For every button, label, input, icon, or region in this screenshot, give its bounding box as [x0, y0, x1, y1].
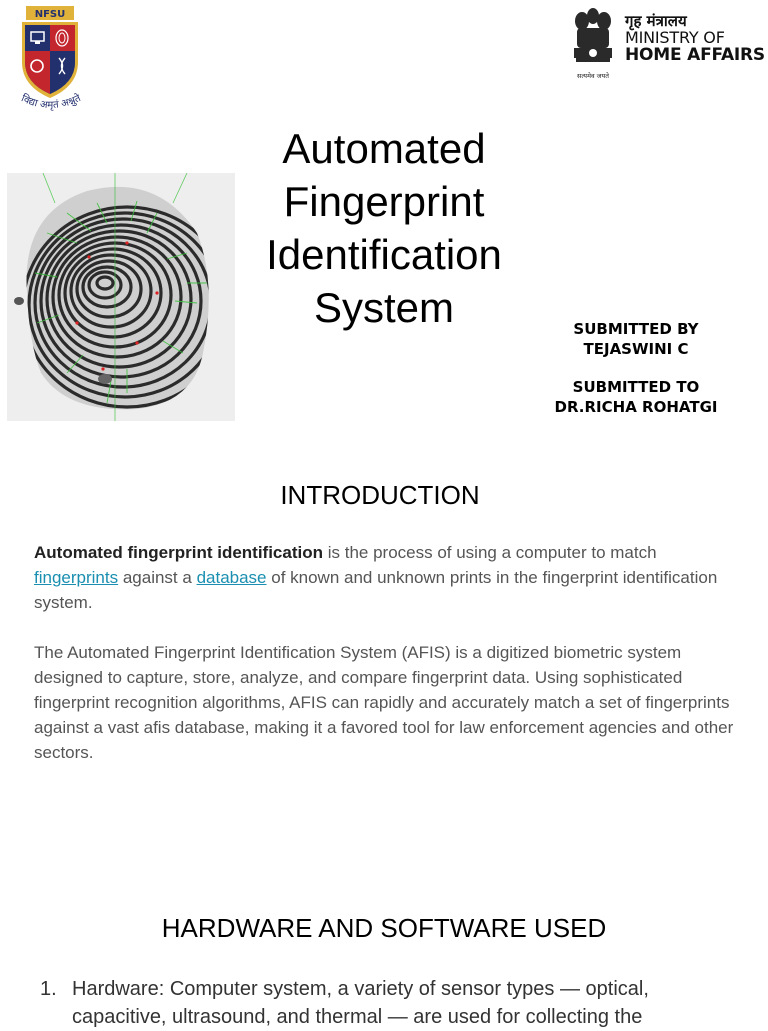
introduction-paragraph-2: The Automated Fingerprint Identification System (AFIS) is a digitized biometric system designed to capture, store, analyze, and compare fingerprint data. Using sophisticated fingerprint recognition algorithms, AFIS can rapidly and accurately match a set of fingerprints against a vast afis database, making it a favored tool for law enforcement agencies and other sectors.	[34, 643, 734, 762]
submitted-to-name: DR.RICHA ROHATGI	[554, 397, 718, 416]
title-line-4: System	[313, 284, 455, 331]
intro-text-2: against a	[118, 568, 197, 587]
fingerprint-image	[7, 173, 235, 421]
submitted-by-label: SUBMITTED BY	[573, 320, 699, 338]
state-emblem-icon	[568, 4, 618, 82]
hardware-software-heading: HARDWARE AND SOFTWARE USED	[161, 913, 607, 943]
ministry-line1: MINISTRY OF	[625, 27, 725, 47]
database-link[interactable]: database	[196, 568, 267, 587]
list-item-number: 1.	[40, 978, 57, 1000]
submitted-to-label: SUBMITTED TO	[572, 378, 700, 396]
ministry-line2: HOME AFFAIRS	[625, 44, 765, 65]
fingerprints-link[interactable]: fingerprints	[34, 568, 119, 587]
intro-text-3: of known and unknown prints in the fingerprint identification system.	[34, 568, 718, 612]
submitted-by-name: TEJASWINI C	[583, 339, 689, 358]
intro-text-1: is the process of using a computer to match	[323, 543, 657, 562]
hardware-list	[40, 975, 730, 1031]
nfsu-logo-text: NFSU	[34, 9, 66, 20]
title-line-1: Automated	[282, 125, 486, 172]
list-item	[40, 975, 730, 1031]
title-line-3: Identification	[266, 231, 502, 278]
ministry-name	[625, 14, 765, 64]
ministry-hindi: गृह मंत्रालय	[625, 12, 687, 30]
introduction-paragraph-1	[34, 540, 734, 615]
submission-block	[536, 320, 736, 417]
intro-bold-term: Automated fingerprint identification	[34, 543, 323, 562]
nfsu-logo	[6, 4, 94, 116]
introduction-heading: INTRODUCTION	[280, 480, 480, 510]
title-line-2: Fingerprint	[283, 178, 485, 225]
list-item-text: Hardware: Computer system, a variety of sensor types — optical, capacitive, ultrasound, and thermal — are used for collecting the	[72, 978, 649, 1028]
nfsu-motto: विद्या अमृतं अश्नुते	[19, 93, 83, 112]
document-title	[236, 122, 532, 334]
emblem-motto: सत्यमेव जयते	[577, 72, 609, 80]
